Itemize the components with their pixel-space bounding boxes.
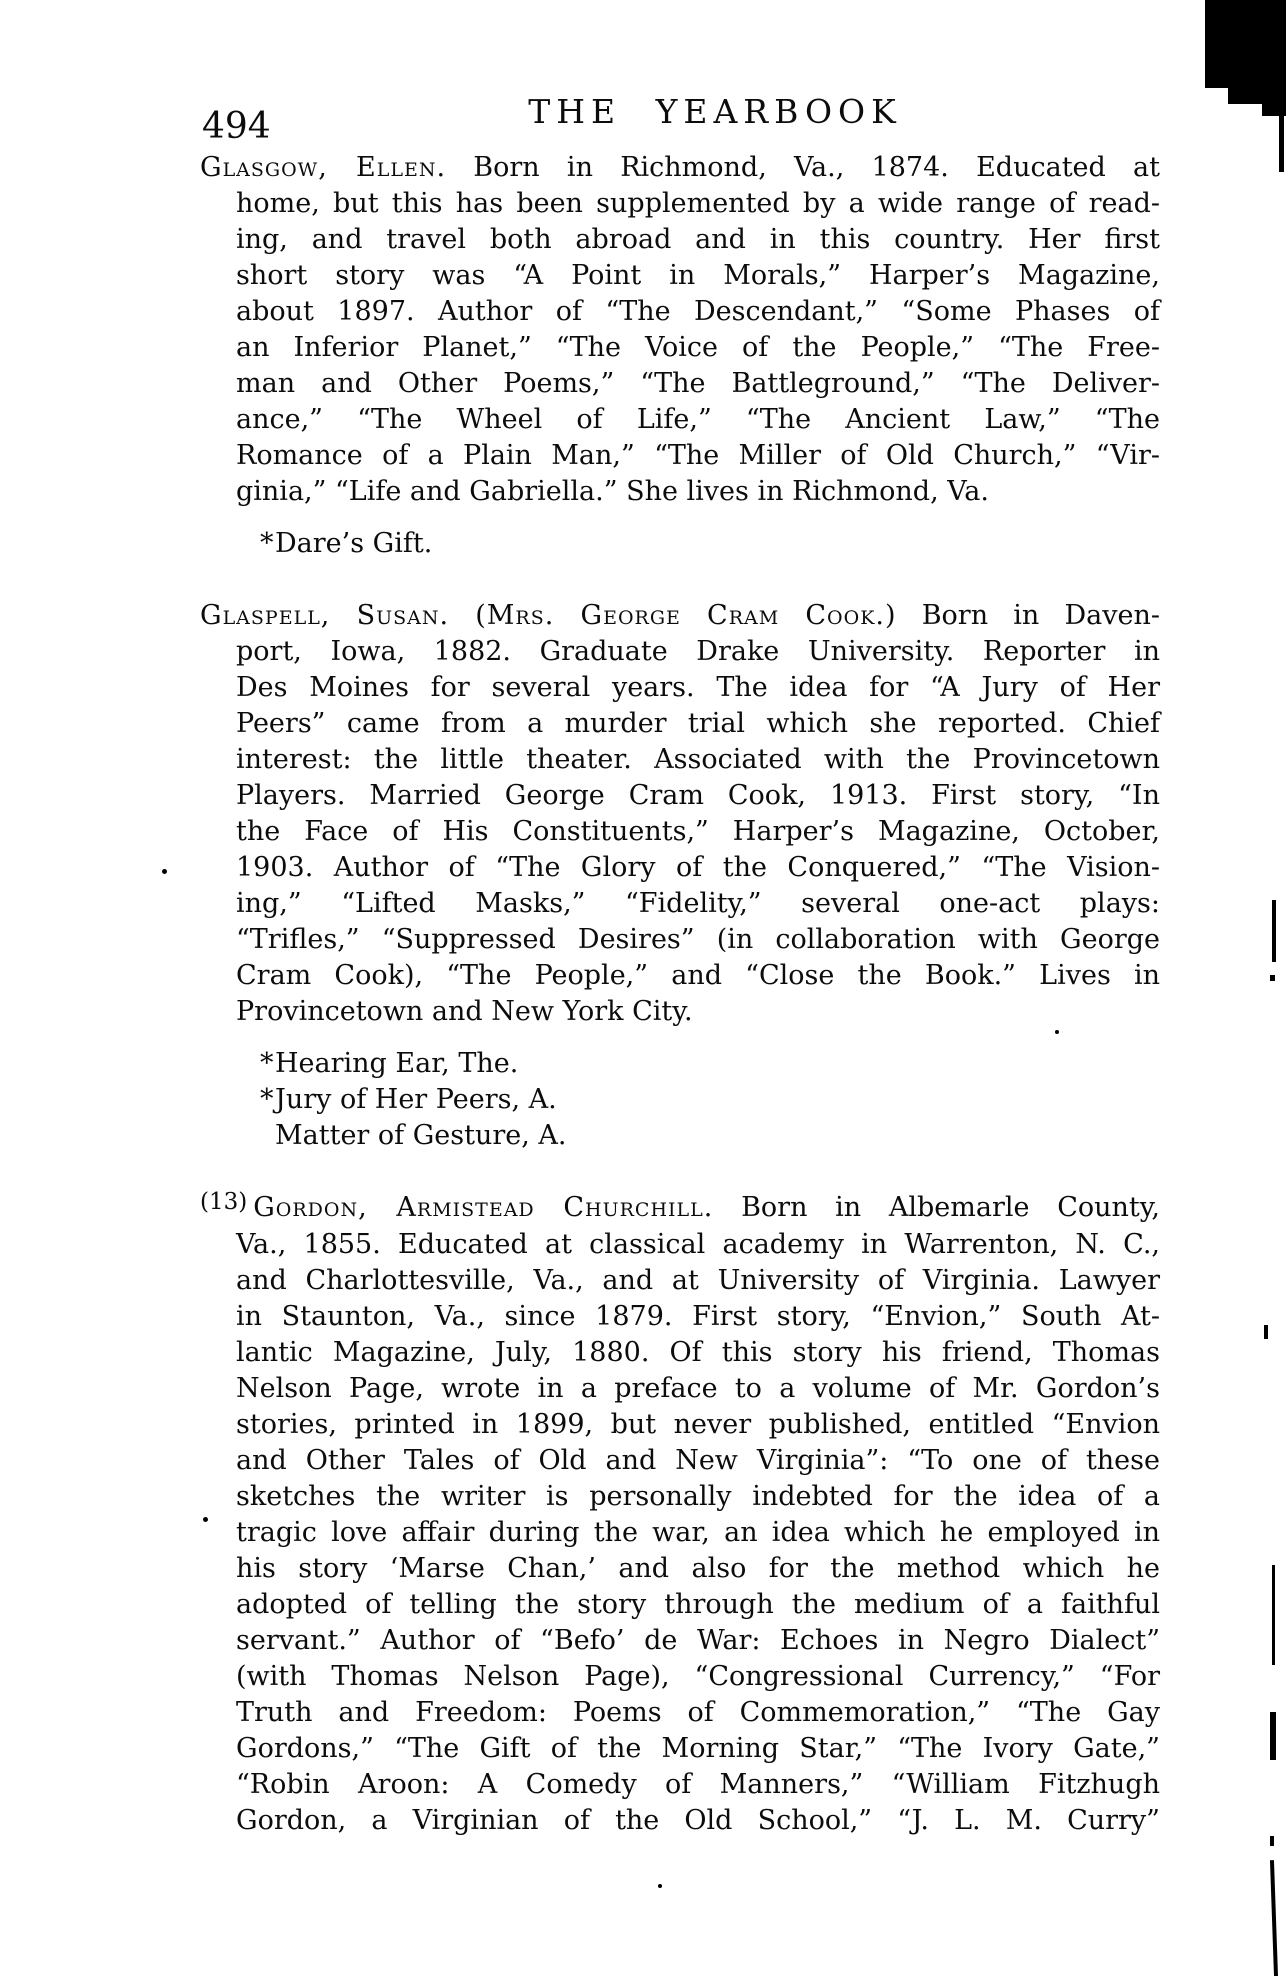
- work-item: Matter of Gesture, A.: [275, 1120, 567, 1151]
- entry-line: Gordon, a Virginian of the Old School,” “J. L. M. Curry”: [236, 1805, 1160, 1836]
- speck: [162, 869, 167, 874]
- entry-line: ance,” “The Wheel of Life,” “The Ancient Law,” “The: [236, 404, 1160, 435]
- entry-line: Peers” came from a murder trial which she reported. Chief: [236, 708, 1160, 739]
- entry-line: ginia,” “Life and Gabriella.” She lives in Richmond, Va.: [236, 476, 989, 507]
- biography-entry: [200, 1190, 1160, 1839]
- entry-line: Va., 1855. Educated at classical academy in Warrenton, N. C.,: [236, 1229, 1160, 1260]
- biography-entry: [200, 150, 1160, 562]
- work-item: *Dare’s Gift.: [260, 526, 1160, 562]
- entry-line: stories, printed in 1899, but never published, entitled “Envion: [236, 1409, 1160, 1440]
- entry-line: Glaspell, Susan. (Mrs. George Cram Cook.) Born in Daven-: [200, 600, 1160, 631]
- page-edge-mark: [1279, 112, 1284, 172]
- works-list: [260, 526, 1160, 562]
- entry-line: and Charlottesville, Va., and at University of Virginia. Lawyer: [236, 1265, 1160, 1296]
- asterisk-marker: *: [260, 528, 274, 559]
- entry-line: Des Moines for several years. The idea for “A Jury of Her: [236, 672, 1160, 703]
- entry-line: man and Other Poems,” “The Battleground,” “The Deliver-: [236, 368, 1160, 399]
- page-edge-mark: [1270, 1836, 1274, 1846]
- entry-line: about 1897. Author of “The Descendant,” “Some Phases of: [236, 296, 1160, 327]
- page-header: [200, 92, 1160, 152]
- page-edge-mark: [1270, 1712, 1276, 1760]
- page-edge-mark: [1264, 1325, 1268, 1339]
- entry-line: Gordons,” “The Gift of the Morning Star,” “The Ivory Gate,”: [236, 1733, 1160, 1764]
- asterisk-marker: *: [260, 1084, 274, 1115]
- entry-line: Provincetown and New York City.: [236, 996, 693, 1027]
- entry-line: 1903. Author of “The Glory of the Conquered,” “The Vision-: [236, 852, 1160, 883]
- page-edge-mark: [1272, 900, 1276, 962]
- entry-line: Nelson Page, wrote in a preface to a volume of Mr. Gordon’s: [236, 1373, 1160, 1404]
- entry-name: Gordon, Armistead Churchill.: [253, 1192, 714, 1223]
- entry-number: (13): [200, 1189, 248, 1215]
- entry-line: Truth and Freedom: Poems of Commemoration,” “The Gay: [236, 1697, 1160, 1728]
- entry-line: his story ‘Marse Chan,’ and also for the method which he: [236, 1553, 1160, 1584]
- entry-line: the Face of His Constituents,” Harper’s Magazine, October,: [236, 816, 1160, 847]
- entry-line: in Staunton, Va., since 1879. First story, “Envion,” South At-: [236, 1301, 1160, 1332]
- entry-name: Glaspell, Susan. (Mrs. George Cram Cook.): [200, 600, 897, 631]
- biography-entry: [200, 598, 1160, 1154]
- entry-line: servant.” Author of “Befo’ de War: Echoes in Negro Dialect”: [236, 1625, 1160, 1656]
- work-item: *Jury of Her Peers, A.: [260, 1082, 1160, 1118]
- page-edge-mark: [1270, 975, 1275, 981]
- entry-line: and Other Tales of Old and New Virginia”: “To one of these: [236, 1445, 1160, 1476]
- entry-line: home, but this has been supplemented by a wide range of read-: [236, 188, 1160, 219]
- entry-line: Glasgow, Ellen. Born in Richmond, Va., 1874. Educated at: [200, 152, 1160, 183]
- entry-line: lantic Magazine, July, 1880. Of this story his friend, Thomas: [236, 1337, 1160, 1368]
- entry-line: (13) Gordon, Armistead Churchill. Born in Albemarle County,: [200, 1189, 1161, 1223]
- entry-line: Cram Cook), “The People,” and “Close the Book.” Lives in: [236, 960, 1160, 991]
- page-edge-mark: [1272, 1565, 1275, 1665]
- entry-line: ing, and travel both abroad and in this country. Her first: [236, 224, 1160, 255]
- ink-blot: [1205, 0, 1286, 88]
- entry-line: an Inferior Planet,” “The Voice of the People,” “The Free-: [236, 332, 1160, 363]
- page-edge-mark: [1270, 1860, 1278, 1976]
- entry-line: tragic love affair during the war, an idea which he employed in: [236, 1517, 1160, 1548]
- entry-line: interest: the little theater. Associated with the Provincetown: [236, 744, 1160, 775]
- page-title: THE YEARBOOK: [528, 92, 902, 131]
- entry-line: Players. Married George Cram Cook, 1913. First story, “In: [236, 780, 1160, 811]
- speck: [658, 1884, 662, 1888]
- works-list: [260, 1046, 1160, 1154]
- entry-line: ing,” “Lifted Masks,” “Fidelity,” several one-act plays:: [236, 888, 1160, 919]
- entry-line: port, Iowa, 1882. Graduate Drake University. Reporter in: [236, 636, 1160, 667]
- entry-line: “Trifles,” “Suppressed Desires” (in collaboration with George: [236, 924, 1160, 955]
- page-number: 494: [202, 106, 271, 147]
- entry-line: short story was “A Point in Morals,” Harper’s Magazine,: [236, 260, 1160, 291]
- entry-line: Romance of a Plain Man,” “The Miller of Old Church,” “Vir-: [236, 440, 1160, 471]
- entry-line: “Robin Aroon: A Comedy of Manners,” “William Fitzhugh: [236, 1769, 1160, 1800]
- speck: [203, 1517, 208, 1522]
- entry-line: sketches the writer is personally indebted for the idea of a: [236, 1481, 1160, 1512]
- entry-name: Glasgow, Ellen.: [200, 152, 447, 183]
- entries-column: [200, 150, 1160, 1875]
- speck: [1055, 1030, 1059, 1034]
- entry-line: adopted of telling the story through the medium of a faithful: [236, 1589, 1160, 1620]
- work-item: *Hearing Ear, The.: [260, 1046, 1160, 1082]
- asterisk-marker: *: [260, 1048, 274, 1079]
- entry-line: (with Thomas Nelson Page), “Congressional Currency,” “For: [236, 1661, 1160, 1692]
